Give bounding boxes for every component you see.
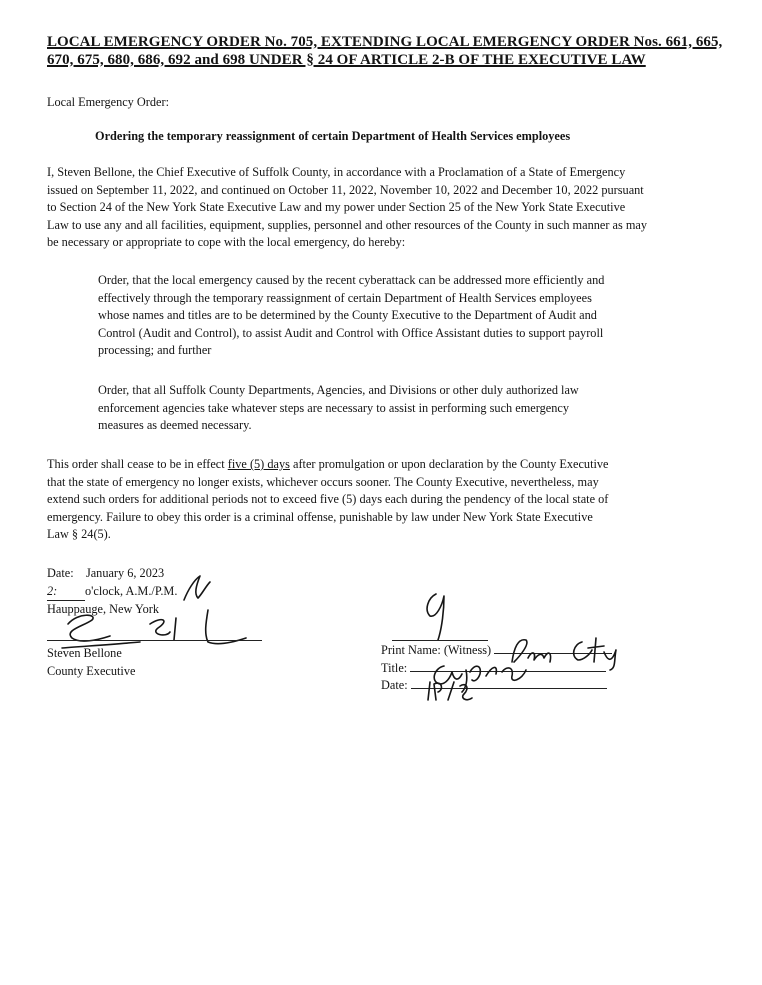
- paragraph-line: Order, that the local emergency caused by the recent cyberattack can be addressed more efficiently and: [98, 273, 605, 287]
- paragraph-line: Law to use any and all facilities, equipment, supplies, personnel and other resources of the County in such manner as may: [47, 217, 647, 232]
- paragraph-line: effectively through the temporary reassignment of certain Department of Health Services employees: [98, 290, 592, 305]
- am-pm-strike-mark: [178, 572, 218, 606]
- paragraph-line: [47, 456, 697, 474]
- paragraph-line: measures as deemed necessary.: [98, 418, 252, 433]
- closing-text: after promulgation or upon declaration by the County Executive: [289, 457, 609, 471]
- witness-signature: [414, 588, 474, 648]
- witness-date-label: Date:: [381, 678, 408, 693]
- paragraph-line: extend such orders for additional periods not to exceed five (5) days each during the pendency of the local state of: [47, 492, 609, 507]
- order-label: Local Emergency Order:: [47, 95, 170, 109]
- preamble-paragraph: [47, 164, 737, 252]
- witness-date-handwriting: [420, 676, 490, 706]
- order-title: [47, 33, 737, 69]
- executive-signature-line: [47, 640, 262, 641]
- order-clause-reassignment: [98, 272, 698, 360]
- closing-text: This order shall cease to be in effect: [47, 457, 228, 471]
- paragraph-line: processing; and further: [98, 343, 212, 358]
- paragraph-line: issued on September 11, 2022, and continued on October 11, 2022, November 10, 2022 and December 10, 2022 pursuant: [47, 182, 644, 197]
- time-blank: [47, 583, 85, 602]
- print-name-label: Print Name: (Witness): [381, 643, 492, 657]
- paragraph-line: Order, that all Suffolk County Departments, Agencies, and Divisions or other duly authorized law: [98, 383, 579, 397]
- paragraph-line: that the state of emergency no longer exists, whichever occurs sooner. The County Executive, nevertheless, may: [47, 474, 599, 489]
- signatory-title: County Executive: [47, 663, 136, 678]
- witness-title-label: Title:: [381, 660, 408, 675]
- paragraph-line: I, Steven Bellone, the Chief Executive of Suffolk County, in accordance with a Proclamation of a State of Emergency: [47, 165, 626, 179]
- place-line: Hauppauge, New York: [47, 602, 160, 617]
- order-subject: Ordering the temporary reassignment of certain Department of Health Services employees: [95, 129, 571, 143]
- signatory-name: Steven Bellone: [47, 646, 122, 660]
- date-label: Date:: [47, 566, 74, 580]
- paragraph-line: to Section 24 of the New York State Executive Law and my power under Section 25 of the New York State Executive: [47, 200, 626, 215]
- signatory-block: [47, 645, 135, 680]
- paragraph-line: be necessary or appropriate to cope with the local emergency, do hereby:: [47, 235, 406, 250]
- paragraph-line: whose names and titles are to be determined by the County Executive to the Department of Audit and: [98, 308, 597, 323]
- paragraph-line: enforcement agencies take whatever steps are necessary to assist in performing such emergency: [98, 400, 569, 415]
- handwritten-time: 2:: [47, 583, 58, 598]
- date-line: [47, 565, 177, 583]
- title-line: 670, 675, 680, 686, 692 and 698 UNDER § 24 OF ARTICLE 2-B OF THE EXECUTIVE LAW: [47, 52, 646, 68]
- time-label: o'clock, A.M./P.M.: [85, 583, 178, 598]
- time-line: [47, 583, 177, 602]
- paragraph-line: Control (Audit and Control), to assist Audit and Control with Office Assistant duties to support payroll: [98, 325, 604, 340]
- paragraph-line: Law § 24(5).: [47, 527, 111, 542]
- duration-underlined: five (5) days: [227, 457, 290, 471]
- paragraph-line: emergency. Failure to obey this order is a criminal offense, punishable by law under New York State Executive: [47, 509, 593, 524]
- closing-paragraph: [47, 456, 697, 544]
- order-clause-assistance: [98, 382, 698, 435]
- witness-signature-line: [392, 640, 488, 641]
- date-value: January 6, 2023: [85, 566, 165, 580]
- title-line: LOCAL EMERGENCY ORDER No. 705, EXTENDING LOCAL EMERGENCY ORDER Nos. 661, 665,: [47, 34, 723, 50]
